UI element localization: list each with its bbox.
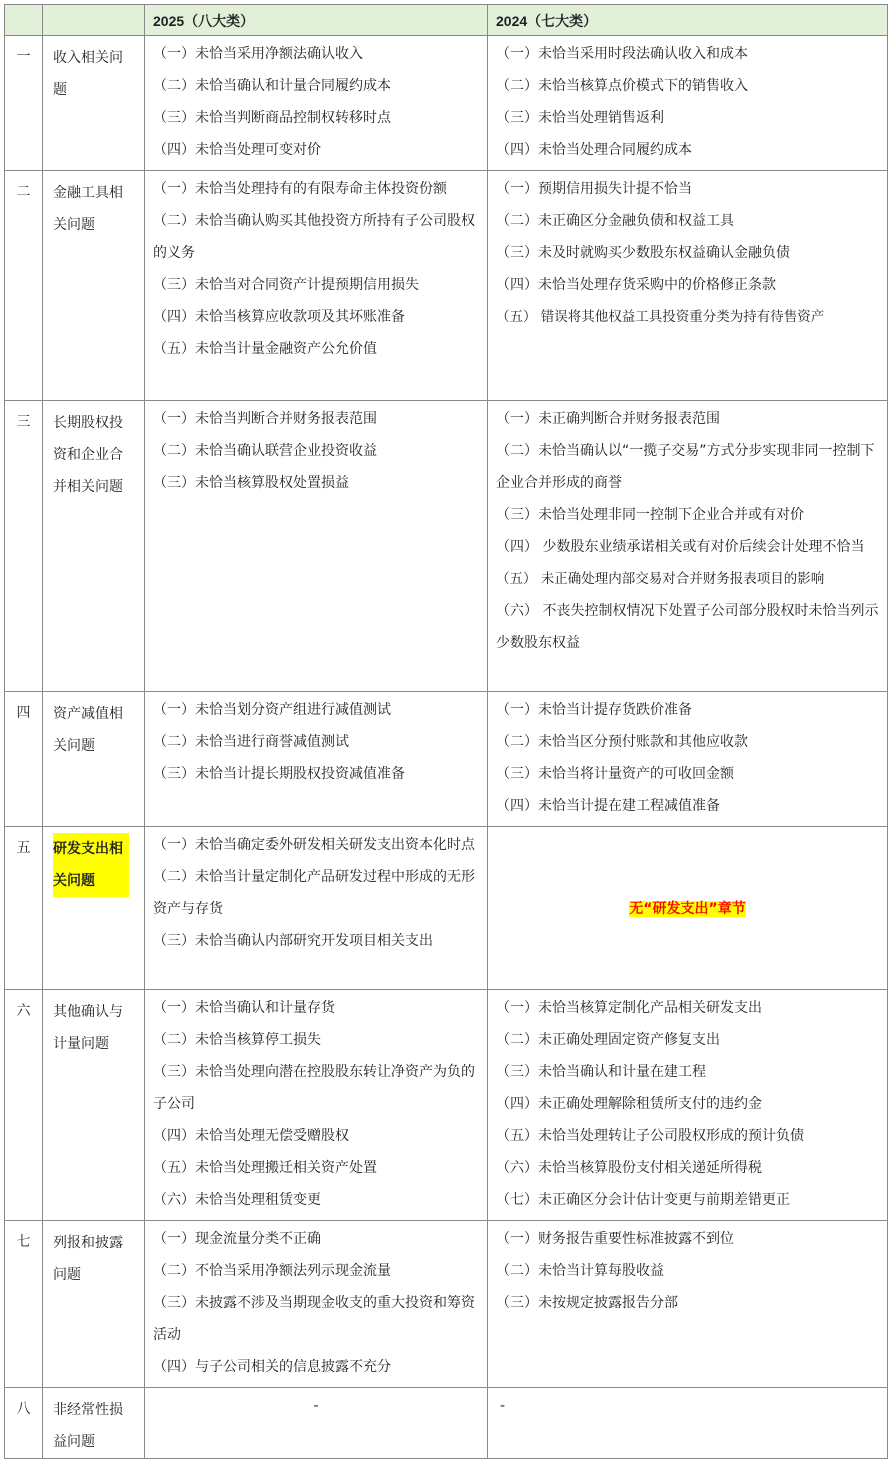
list-item: （一）未正确判断合并财务报表范围 — [496, 411, 720, 427]
list-item: （六）未恰当处理租赁变更 — [153, 1192, 321, 1208]
list-item: （四）未恰当处理可变对价 — [153, 142, 321, 158]
table-row — [5, 692, 888, 827]
empty-dash: - — [500, 1398, 506, 1414]
list-item: （二）未恰当区分预付账款和其他应收款 — [496, 734, 748, 750]
list-item: （三）未披露不涉及当期现金收支的重大投资和筹资活动 — [153, 1295, 475, 1343]
list-item: （三）未及时就购买少数股东权益确认金融负债 — [496, 245, 790, 261]
list-item: （四）与子公司相关的信息披露不充分 — [153, 1359, 391, 1375]
list-item: （二）未恰当确认以“一揽子交易”方式分步实现非同一控制下企业合并形成的商誉 — [496, 443, 875, 491]
category-label: 金融工具相关问题 — [53, 185, 123, 233]
list-item: （五）未恰当计量金融资产公允价值 — [153, 341, 377, 357]
items-2025 — [145, 990, 488, 1221]
list-item: （四）未恰当计提在建工程减值准备 — [496, 798, 720, 814]
category-cell — [43, 827, 145, 990]
empty-dash: - — [313, 1398, 319, 1414]
items-2025 — [145, 692, 488, 827]
list-item: （四）未正确处理解除租赁所支付的违约金 — [496, 1096, 762, 1112]
header-2024: 2024（七大类） — [488, 5, 888, 36]
list-item: （三）未恰当处理向潜在控股股东转让净资产为负的子公司 — [153, 1064, 475, 1112]
items-2024 — [488, 827, 888, 990]
list-item: （三）未恰当核算股权处置损益 — [153, 475, 349, 491]
category-cell — [43, 401, 145, 692]
list-item: （一）现金流量分类不正确 — [153, 1231, 321, 1247]
list-item: （三）未按规定披露报告分部 — [496, 1295, 678, 1311]
list-item: （二）未恰当计算每股收益 — [496, 1263, 664, 1279]
list-item: （四）未恰当核算应收款项及其坏账准备 — [153, 309, 405, 325]
table-row — [5, 401, 888, 692]
list-item: （三）未恰当判断商品控制权转移时点 — [153, 110, 391, 126]
category-label: 列报和披露问题 — [53, 1235, 123, 1283]
items-2024 — [488, 990, 888, 1221]
items-2024 — [488, 171, 888, 401]
items-2025 — [145, 1388, 488, 1459]
table-row — [5, 1221, 888, 1388]
category-label-highlighted: 研发支出相关问题 — [53, 833, 129, 897]
category-cell — [43, 990, 145, 1221]
list-item: （一）未恰当核算定制化产品相关研发支出 — [496, 1000, 762, 1016]
list-item: （一）财务报告重要性标准披露不到位 — [496, 1231, 734, 1247]
category-label: 收入相关问题 — [53, 50, 123, 98]
row-number: 六 — [5, 990, 43, 1221]
list-item: （一）未恰当确定委外研发相关研发支出资本化时点 — [153, 837, 475, 853]
category-label: 其他确认与计量问题 — [53, 1004, 123, 1052]
list-item: （一）未恰当采用时段法确认收入和成本 — [496, 46, 748, 62]
list-item: （一）未恰当划分资产组进行减值测试 — [153, 702, 391, 718]
list-item: （三）未恰当将计量资产的可收回金额 — [496, 766, 734, 782]
list-item: （二）未正确区分金融负债和权益工具 — [496, 213, 734, 229]
no-chapter-note: 无“研发支出”章节 — [629, 901, 746, 917]
table-row — [5, 990, 888, 1221]
list-item: （二）未恰当进行商誉减值测试 — [153, 734, 349, 750]
list-item: （三）未恰当对合同资产计提预期信用损失 — [153, 277, 419, 293]
list-item: （二）未恰当确认购买其他投资方所持有子公司股权的义务 — [153, 213, 475, 261]
list-item: （一）预期信用损失计提不恰当 — [496, 181, 692, 197]
list-item: （一）未恰当确认和计量存货 — [153, 1000, 335, 1016]
list-item: （六） 不丧失控制权情况下处置子公司部分股权时未恰当列示少数股东权益 — [496, 603, 879, 651]
table-row — [5, 171, 888, 401]
list-item: （三）未恰当处理非同一控制下企业合并或有对价 — [496, 507, 804, 523]
row-number: 一 — [5, 36, 43, 171]
row-number: 七 — [5, 1221, 43, 1388]
list-item: （二）不恰当采用净额法列示现金流量 — [153, 1263, 391, 1279]
table-row — [5, 827, 888, 990]
row-number: 五 — [5, 827, 43, 990]
category-label: 非经常性损益问题 — [53, 1402, 123, 1450]
items-2025 — [145, 827, 488, 990]
category-cell — [43, 1388, 145, 1459]
list-item: （五） 错误将其他权益工具投资重分类为持有待售资产 — [496, 309, 825, 325]
row-number: 四 — [5, 692, 43, 827]
list-item: （一）未恰当处理持有的有限寿命主体投资份额 — [153, 181, 447, 197]
items-2025 — [145, 401, 488, 692]
category-cell — [43, 171, 145, 401]
row-number: 二 — [5, 171, 43, 401]
header-2025: 2025（八大类） — [145, 5, 488, 36]
list-item: （一）未恰当计提存货跌价准备 — [496, 702, 692, 718]
items-2024 — [488, 36, 888, 171]
header-row — [5, 5, 888, 36]
items-2024 — [488, 692, 888, 827]
list-item: （五）未恰当处理搬迁相关资产处置 — [153, 1160, 377, 1176]
table-row — [5, 1388, 888, 1459]
list-item: （二）未恰当计量定制化产品研发过程中形成的无形资产与存货 — [153, 869, 475, 917]
list-item: （四）未恰当处理合同履约成本 — [496, 142, 692, 158]
row-number: 三 — [5, 401, 43, 692]
list-item: （二）未恰当核算点价模式下的销售收入 — [496, 78, 748, 94]
list-item: （五） 未正确处理内部交易对合并财务报表项目的影响 — [496, 571, 825, 587]
list-item: （三）未恰当计提长期股权投资减值准备 — [153, 766, 405, 782]
list-item: （三）未恰当确认内部研究开发项目相关支出 — [153, 933, 433, 949]
list-item: （二）未恰当确认联营企业投资收益 — [153, 443, 377, 459]
category-cell — [43, 1221, 145, 1388]
items-2024 — [488, 1388, 888, 1459]
items-2025 — [145, 1221, 488, 1388]
header-num-cell — [5, 5, 43, 36]
category-label: 资产减值相关问题 — [53, 706, 123, 754]
list-item: （二）未正确处理固定资产修复支出 — [496, 1032, 720, 1048]
items-2024 — [488, 401, 888, 692]
list-item: （四） 少数股东业绩承诺相关或有对价后续会计处理不恰当 — [496, 539, 865, 555]
list-item: （二）未恰当确认和计量合同履约成本 — [153, 78, 391, 94]
list-item: （四）未恰当处理存货采购中的价格修正条款 — [496, 277, 776, 293]
list-item: （二）未恰当核算停工损失 — [153, 1032, 321, 1048]
list-item: （七）未正确区分会计估计变更与前期差错更正 — [496, 1192, 790, 1208]
items-2025 — [145, 171, 488, 401]
list-item: （一）未恰当采用净额法确认收入 — [153, 46, 363, 62]
category-cell — [43, 36, 145, 171]
table-row — [5, 36, 888, 171]
list-item: （四）未恰当处理无偿受赠股权 — [153, 1128, 349, 1144]
items-2025 — [145, 36, 488, 171]
list-item: （六）未恰当核算股份支付相关递延所得税 — [496, 1160, 762, 1176]
list-item: （三）未恰当确认和计量在建工程 — [496, 1064, 706, 1080]
list-item: （三）未恰当处理销售返利 — [496, 110, 664, 126]
comparison-table — [4, 4, 888, 1459]
items-2024 — [488, 1221, 888, 1388]
list-item: （一）未恰当判断合并财务报表范围 — [153, 411, 377, 427]
header-cat-cell — [43, 5, 145, 36]
category-cell — [43, 692, 145, 827]
category-label: 长期股权投资和企业合并相关问题 — [53, 415, 123, 495]
list-item: （五）未恰当处理转让子公司股权形成的预计负债 — [496, 1128, 804, 1144]
row-number: 八 — [5, 1388, 43, 1459]
